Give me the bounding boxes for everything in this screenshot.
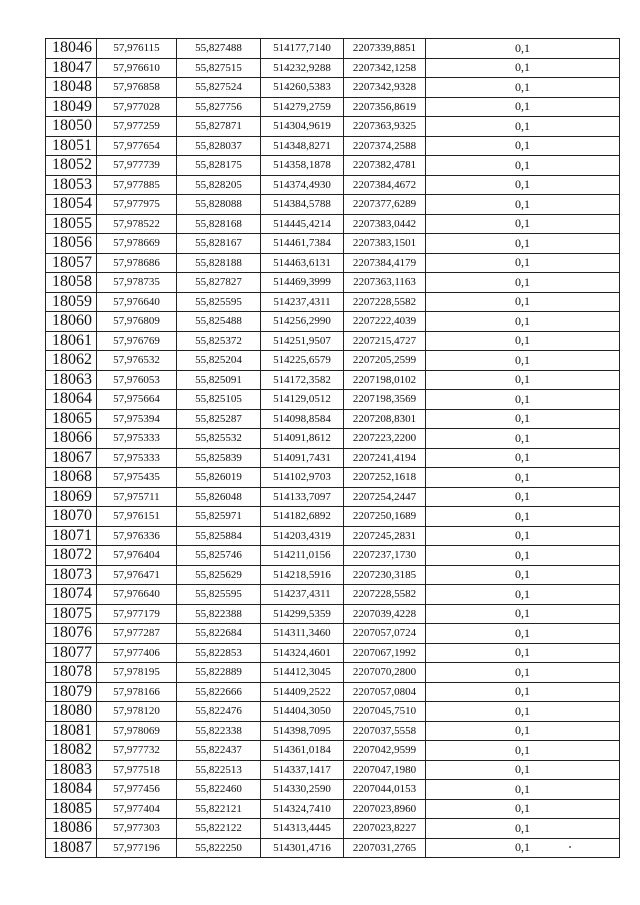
x-coordinate-cell: 514398,7095 — [261, 721, 344, 741]
y-coordinate-cell: 2207057,0724 — [344, 624, 426, 644]
y-coordinate-cell: 2207039,4228 — [344, 604, 426, 624]
point-number-cell: 18063 — [46, 370, 97, 390]
accuracy-cell: 0,1 — [426, 624, 620, 644]
point-number-cell: 18076 — [46, 624, 97, 644]
y-coordinate-cell: 2207070,2800 — [344, 663, 426, 683]
longitude-cell: 55,825746 — [177, 546, 261, 566]
point-number-cell: 18070 — [46, 507, 97, 527]
accuracy-cell: 0,1 — [426, 448, 620, 468]
latitude-cell: 57,975394 — [97, 409, 177, 429]
point-number-cell: 18080 — [46, 702, 97, 722]
x-coordinate-cell: 514330,2590 — [261, 780, 344, 800]
y-coordinate-cell: 2207363,1163 — [344, 273, 426, 293]
point-number-cell: 18084 — [46, 780, 97, 800]
accuracy-cell: 0,1 — [426, 370, 620, 390]
latitude-cell: 57,977739 — [97, 156, 177, 176]
point-number-cell: 18083 — [46, 760, 97, 780]
y-coordinate-cell: 2207254,2447 — [344, 487, 426, 507]
longitude-cell: 55,825488 — [177, 312, 261, 332]
point-number-cell: 18055 — [46, 214, 97, 234]
latitude-cell: 57,976769 — [97, 331, 177, 351]
latitude-cell: 57,978069 — [97, 721, 177, 741]
table-row — [46, 195, 620, 215]
accuracy-cell: 0,1 — [426, 604, 620, 624]
table-row — [46, 214, 620, 234]
longitude-cell: 55,825091 — [177, 370, 261, 390]
point-number-cell: 18061 — [46, 331, 97, 351]
latitude-cell: 57,978166 — [97, 682, 177, 702]
x-coordinate-cell: 514463,6131 — [261, 253, 344, 273]
point-number-cell: 18074 — [46, 585, 97, 605]
table-row — [46, 604, 620, 624]
point-number-cell: 18067 — [46, 448, 97, 468]
y-coordinate-cell: 2207222,4039 — [344, 312, 426, 332]
y-coordinate-cell: 2207228,5582 — [344, 292, 426, 312]
y-coordinate-cell: 2207023,8227 — [344, 819, 426, 839]
x-coordinate-cell: 514304,9619 — [261, 117, 344, 137]
x-coordinate-cell: 514299,5359 — [261, 604, 344, 624]
y-coordinate-cell: 2207208,8301 — [344, 409, 426, 429]
x-coordinate-cell: 514324,4601 — [261, 643, 344, 663]
x-coordinate-cell: 514469,3999 — [261, 273, 344, 293]
accuracy-cell: 0,1 — [426, 546, 620, 566]
longitude-cell: 55,825204 — [177, 351, 261, 371]
latitude-cell: 57,977518 — [97, 760, 177, 780]
point-number-cell: 18049 — [46, 97, 97, 117]
y-coordinate-cell: 2207384,4672 — [344, 175, 426, 195]
accuracy-cell: 0,1 — [426, 663, 620, 683]
table-row — [46, 390, 620, 410]
table-row — [46, 136, 620, 156]
x-coordinate-cell: 514404,3050 — [261, 702, 344, 722]
y-coordinate-cell: 2207384,4179 — [344, 253, 426, 273]
y-coordinate-cell: 2207047,1980 — [344, 760, 426, 780]
table-row — [46, 253, 620, 273]
accuracy-cell: 0,1 — [426, 214, 620, 234]
x-coordinate-cell: 514182,6892 — [261, 507, 344, 527]
accuracy-cell: 0,1 — [426, 741, 620, 761]
x-coordinate-cell: 514237,4311 — [261, 585, 344, 605]
point-number-cell: 18078 — [46, 663, 97, 683]
longitude-cell: 55,828168 — [177, 214, 261, 234]
y-coordinate-cell: 2207339,8851 — [344, 39, 426, 59]
x-coordinate-cell: 514313,4445 — [261, 819, 344, 839]
latitude-cell: 57,977654 — [97, 136, 177, 156]
point-number-cell: 18073 — [46, 565, 97, 585]
point-number-cell: 18064 — [46, 390, 97, 410]
latitude-cell: 57,975333 — [97, 429, 177, 449]
y-coordinate-cell: 2207042,9599 — [344, 741, 426, 761]
y-coordinate-cell: 2207223,2200 — [344, 429, 426, 449]
point-number-cell: 18058 — [46, 273, 97, 293]
point-number-cell: 18047 — [46, 58, 97, 78]
coordinates-table — [45, 38, 620, 858]
latitude-cell: 57,976640 — [97, 585, 177, 605]
point-number-cell: 18085 — [46, 799, 97, 819]
longitude-cell: 55,826048 — [177, 487, 261, 507]
table-row — [46, 643, 620, 663]
latitude-cell: 57,976640 — [97, 292, 177, 312]
latitude-cell: 57,977732 — [97, 741, 177, 761]
point-number-cell: 18081 — [46, 721, 97, 741]
x-coordinate-cell: 514279,2759 — [261, 97, 344, 117]
x-coordinate-cell: 514102,9703 — [261, 468, 344, 488]
longitude-cell: 55,822122 — [177, 819, 261, 839]
longitude-cell: 55,825595 — [177, 585, 261, 605]
latitude-cell: 57,978686 — [97, 253, 177, 273]
table-row — [46, 702, 620, 722]
x-coordinate-cell: 514232,9288 — [261, 58, 344, 78]
point-number-cell: 18048 — [46, 78, 97, 98]
latitude-cell: 57,977404 — [97, 799, 177, 819]
table-row — [46, 546, 620, 566]
x-coordinate-cell: 514203,4319 — [261, 526, 344, 546]
y-coordinate-cell: 2207383,1501 — [344, 234, 426, 254]
accuracy-cell: 0,1 — [426, 468, 620, 488]
accuracy-cell: 0,1 — [426, 429, 620, 449]
table-row — [46, 292, 620, 312]
longitude-cell: 55,825839 — [177, 448, 261, 468]
accuracy-cell: 0,1 — [426, 760, 620, 780]
point-number-cell: 18071 — [46, 526, 97, 546]
accuracy-cell: 0,1 — [426, 312, 620, 332]
y-coordinate-cell: 2207252,1618 — [344, 468, 426, 488]
y-coordinate-cell: 2207067,1992 — [344, 643, 426, 663]
table-row — [46, 97, 620, 117]
x-coordinate-cell: 514177,7140 — [261, 39, 344, 59]
point-number-cell: 18050 — [46, 117, 97, 137]
table-row — [46, 721, 620, 741]
point-number-cell: 18072 — [46, 546, 97, 566]
longitude-cell: 55,828205 — [177, 175, 261, 195]
longitude-cell: 55,822889 — [177, 663, 261, 683]
point-number-cell: 18066 — [46, 429, 97, 449]
y-coordinate-cell: 2207037,5558 — [344, 721, 426, 741]
point-number-cell: 18068 — [46, 468, 97, 488]
accuracy-cell: 0,1 — [426, 273, 620, 293]
accuracy-cell: 0,1 — [426, 195, 620, 215]
table-row — [46, 156, 620, 176]
y-coordinate-cell: 2207198,0102 — [344, 370, 426, 390]
latitude-cell: 57,975333 — [97, 448, 177, 468]
x-coordinate-cell: 514172,3582 — [261, 370, 344, 390]
table-row — [46, 409, 620, 429]
latitude-cell: 57,976610 — [97, 58, 177, 78]
y-coordinate-cell: 2207228,5582 — [344, 585, 426, 605]
x-coordinate-cell: 514237,4311 — [261, 292, 344, 312]
latitude-cell: 57,976336 — [97, 526, 177, 546]
accuracy-cell: 0,1 — [426, 136, 620, 156]
accuracy-cell: 0,1 — [426, 838, 620, 858]
x-coordinate-cell: 514337,1417 — [261, 760, 344, 780]
latitude-cell: 57,977259 — [97, 117, 177, 137]
x-coordinate-cell: 514324,7410 — [261, 799, 344, 819]
longitude-cell: 55,822513 — [177, 760, 261, 780]
y-coordinate-cell: 2207383,0442 — [344, 214, 426, 234]
point-number-cell: 18087 — [46, 838, 97, 858]
accuracy-cell: 0,1 — [426, 819, 620, 839]
point-number-cell: 18057 — [46, 253, 97, 273]
longitude-cell: 55,822684 — [177, 624, 261, 644]
latitude-cell: 57,976809 — [97, 312, 177, 332]
y-coordinate-cell: 2207044,0153 — [344, 780, 426, 800]
table-row — [46, 585, 620, 605]
table-row — [46, 468, 620, 488]
table-row — [46, 429, 620, 449]
latitude-cell: 57,975435 — [97, 468, 177, 488]
y-coordinate-cell: 2207230,3185 — [344, 565, 426, 585]
longitude-cell: 55,828175 — [177, 156, 261, 176]
table-row — [46, 58, 620, 78]
y-coordinate-cell: 2207377,6289 — [344, 195, 426, 215]
accuracy-cell: 0,1 — [426, 585, 620, 605]
x-coordinate-cell: 514218,5916 — [261, 565, 344, 585]
point-number-cell: 18065 — [46, 409, 97, 429]
table-row — [46, 565, 620, 585]
longitude-cell: 55,828037 — [177, 136, 261, 156]
longitude-cell: 55,825372 — [177, 331, 261, 351]
x-coordinate-cell: 514358,1878 — [261, 156, 344, 176]
longitude-cell: 55,827524 — [177, 78, 261, 98]
latitude-cell: 57,978120 — [97, 702, 177, 722]
accuracy-cell: 0,1 — [426, 409, 620, 429]
table-row — [46, 624, 620, 644]
point-number-cell: 18079 — [46, 682, 97, 702]
table-row — [46, 78, 620, 98]
latitude-cell: 57,977028 — [97, 97, 177, 117]
longitude-cell: 55,827827 — [177, 273, 261, 293]
y-coordinate-cell: 2207031,2765 — [344, 838, 426, 858]
point-number-cell: 18056 — [46, 234, 97, 254]
point-number-cell: 18086 — [46, 819, 97, 839]
latitude-cell: 57,976115 — [97, 39, 177, 59]
accuracy-cell: 0,1 — [426, 292, 620, 312]
table-row — [46, 819, 620, 839]
x-coordinate-cell: 514384,5788 — [261, 195, 344, 215]
table-row — [46, 487, 620, 507]
longitude-cell: 55,822476 — [177, 702, 261, 722]
y-coordinate-cell: 2207205,2599 — [344, 351, 426, 371]
point-number-cell: 18053 — [46, 175, 97, 195]
accuracy-cell: 0,1 — [426, 780, 620, 800]
longitude-cell: 55,825595 — [177, 292, 261, 312]
latitude-cell: 57,976151 — [97, 507, 177, 527]
point-number-cell: 18051 — [46, 136, 97, 156]
table-row — [46, 351, 620, 371]
y-coordinate-cell: 2207363,9325 — [344, 117, 426, 137]
table-row — [46, 780, 620, 800]
y-coordinate-cell: 2207241,4194 — [344, 448, 426, 468]
point-number-cell: 18046 — [46, 39, 97, 59]
latitude-cell: 57,977456 — [97, 780, 177, 800]
accuracy-cell: 0,1 — [426, 175, 620, 195]
longitude-cell: 55,826019 — [177, 468, 261, 488]
accuracy-cell: 0,1 — [426, 799, 620, 819]
point-number-cell: 18054 — [46, 195, 97, 215]
longitude-cell: 55,827756 — [177, 97, 261, 117]
latitude-cell: 57,977885 — [97, 175, 177, 195]
longitude-cell: 55,828088 — [177, 195, 261, 215]
longitude-cell: 55,822437 — [177, 741, 261, 761]
point-number-cell: 18077 — [46, 643, 97, 663]
x-coordinate-cell: 514251,9507 — [261, 331, 344, 351]
longitude-cell: 55,822460 — [177, 780, 261, 800]
accuracy-cell: 0,1 — [426, 156, 620, 176]
accuracy-cell: 0,1 — [426, 643, 620, 663]
table-row — [46, 117, 620, 137]
longitude-cell: 55,825971 — [177, 507, 261, 527]
y-coordinate-cell: 2207374,2588 — [344, 136, 426, 156]
x-coordinate-cell: 514361,0184 — [261, 741, 344, 761]
y-coordinate-cell: 2207342,1258 — [344, 58, 426, 78]
x-coordinate-cell: 514260,5383 — [261, 78, 344, 98]
longitude-cell: 55,825287 — [177, 409, 261, 429]
longitude-cell: 55,822666 — [177, 682, 261, 702]
accuracy-cell: 0,1 — [426, 526, 620, 546]
accuracy-cell: 0,1 — [426, 58, 620, 78]
point-number-cell: 18082 — [46, 741, 97, 761]
longitude-cell: 55,822250 — [177, 838, 261, 858]
latitude-cell: 57,977406 — [97, 643, 177, 663]
latitude-cell: 57,976404 — [97, 546, 177, 566]
table-row — [46, 448, 620, 468]
longitude-cell: 55,822853 — [177, 643, 261, 663]
accuracy-cell: 0,1 — [426, 702, 620, 722]
x-coordinate-cell: 514091,8612 — [261, 429, 344, 449]
y-coordinate-cell: 2207198,3569 — [344, 390, 426, 410]
table-row — [46, 526, 620, 546]
latitude-cell: 57,978195 — [97, 663, 177, 683]
point-number-cell: 18052 — [46, 156, 97, 176]
longitude-cell: 55,825629 — [177, 565, 261, 585]
longitude-cell: 55,825884 — [177, 526, 261, 546]
accuracy-cell: 0,1 — [426, 331, 620, 351]
latitude-cell: 57,978735 — [97, 273, 177, 293]
x-coordinate-cell: 514374,4930 — [261, 175, 344, 195]
table-row — [46, 39, 620, 59]
point-number-cell: 18062 — [46, 351, 97, 371]
table-row — [46, 760, 620, 780]
accuracy-cell: 0,1 — [426, 390, 620, 410]
accuracy-cell: 0,1 — [426, 39, 620, 59]
table-body — [46, 39, 620, 858]
latitude-cell: 57,977179 — [97, 604, 177, 624]
table-row — [46, 799, 620, 819]
longitude-cell: 55,828188 — [177, 253, 261, 273]
x-coordinate-cell: 514301,4716 — [261, 838, 344, 858]
latitude-cell: 57,976053 — [97, 370, 177, 390]
accuracy-cell: 0,1 — [426, 234, 620, 254]
latitude-cell: 57,977287 — [97, 624, 177, 644]
latitude-cell: 57,976858 — [97, 78, 177, 98]
accuracy-cell: 0,1 — [426, 721, 620, 741]
table-row — [46, 273, 620, 293]
x-coordinate-cell: 514412,3045 — [261, 663, 344, 683]
scan-speck — [569, 846, 571, 848]
accuracy-cell: 0,1 — [426, 253, 620, 273]
point-number-cell: 18060 — [46, 312, 97, 332]
y-coordinate-cell: 2207045,7510 — [344, 702, 426, 722]
longitude-cell: 55,822121 — [177, 799, 261, 819]
latitude-cell: 57,975711 — [97, 487, 177, 507]
accuracy-cell: 0,1 — [426, 78, 620, 98]
x-coordinate-cell: 514256,2990 — [261, 312, 344, 332]
longitude-cell: 55,827871 — [177, 117, 261, 137]
x-coordinate-cell: 514098,8584 — [261, 409, 344, 429]
latitude-cell: 57,977975 — [97, 195, 177, 215]
table-row — [46, 682, 620, 702]
table-row — [46, 507, 620, 527]
y-coordinate-cell: 2207023,8960 — [344, 799, 426, 819]
table-row — [46, 838, 620, 858]
longitude-cell: 55,825532 — [177, 429, 261, 449]
y-coordinate-cell: 2207250,1689 — [344, 507, 426, 527]
latitude-cell: 57,976471 — [97, 565, 177, 585]
x-coordinate-cell: 514129,0512 — [261, 390, 344, 410]
y-coordinate-cell: 2207245,2831 — [344, 526, 426, 546]
x-coordinate-cell: 514091,7431 — [261, 448, 344, 468]
table-row — [46, 663, 620, 683]
y-coordinate-cell: 2207342,9328 — [344, 78, 426, 98]
x-coordinate-cell: 514133,7097 — [261, 487, 344, 507]
table-row — [46, 234, 620, 254]
latitude-cell: 57,975664 — [97, 390, 177, 410]
accuracy-cell: 0,1 — [426, 565, 620, 585]
longitude-cell: 55,828167 — [177, 234, 261, 254]
accuracy-cell: 0,1 — [426, 487, 620, 507]
table-row — [46, 331, 620, 351]
y-coordinate-cell: 2207356,8619 — [344, 97, 426, 117]
accuracy-cell: 0,1 — [426, 507, 620, 527]
y-coordinate-cell: 2207057,0804 — [344, 682, 426, 702]
longitude-cell: 55,822338 — [177, 721, 261, 741]
accuracy-cell: 0,1 — [426, 97, 620, 117]
latitude-cell: 57,978522 — [97, 214, 177, 234]
x-coordinate-cell: 514225,6579 — [261, 351, 344, 371]
y-coordinate-cell: 2207237,1730 — [344, 546, 426, 566]
y-coordinate-cell: 2207382,4781 — [344, 156, 426, 176]
table-row — [46, 312, 620, 332]
table-row — [46, 370, 620, 390]
longitude-cell: 55,827488 — [177, 39, 261, 59]
x-coordinate-cell: 514409,2522 — [261, 682, 344, 702]
latitude-cell: 57,977303 — [97, 819, 177, 839]
longitude-cell: 55,825105 — [177, 390, 261, 410]
x-coordinate-cell: 514211,0156 — [261, 546, 344, 566]
table-row — [46, 741, 620, 761]
accuracy-cell: 0,1 — [426, 351, 620, 371]
accuracy-cell: 0,1 — [426, 682, 620, 702]
x-coordinate-cell: 514311,3460 — [261, 624, 344, 644]
x-coordinate-cell: 514461,7384 — [261, 234, 344, 254]
latitude-cell: 57,977196 — [97, 838, 177, 858]
accuracy-cell: 0,1 — [426, 117, 620, 137]
table-row — [46, 175, 620, 195]
longitude-cell: 55,827515 — [177, 58, 261, 78]
x-coordinate-cell: 514348,8271 — [261, 136, 344, 156]
longitude-cell: 55,822388 — [177, 604, 261, 624]
point-number-cell: 18059 — [46, 292, 97, 312]
x-coordinate-cell: 514445,4214 — [261, 214, 344, 234]
point-number-cell: 18075 — [46, 604, 97, 624]
y-coordinate-cell: 2207215,4727 — [344, 331, 426, 351]
latitude-cell: 57,976532 — [97, 351, 177, 371]
point-number-cell: 18069 — [46, 487, 97, 507]
latitude-cell: 57,978669 — [97, 234, 177, 254]
